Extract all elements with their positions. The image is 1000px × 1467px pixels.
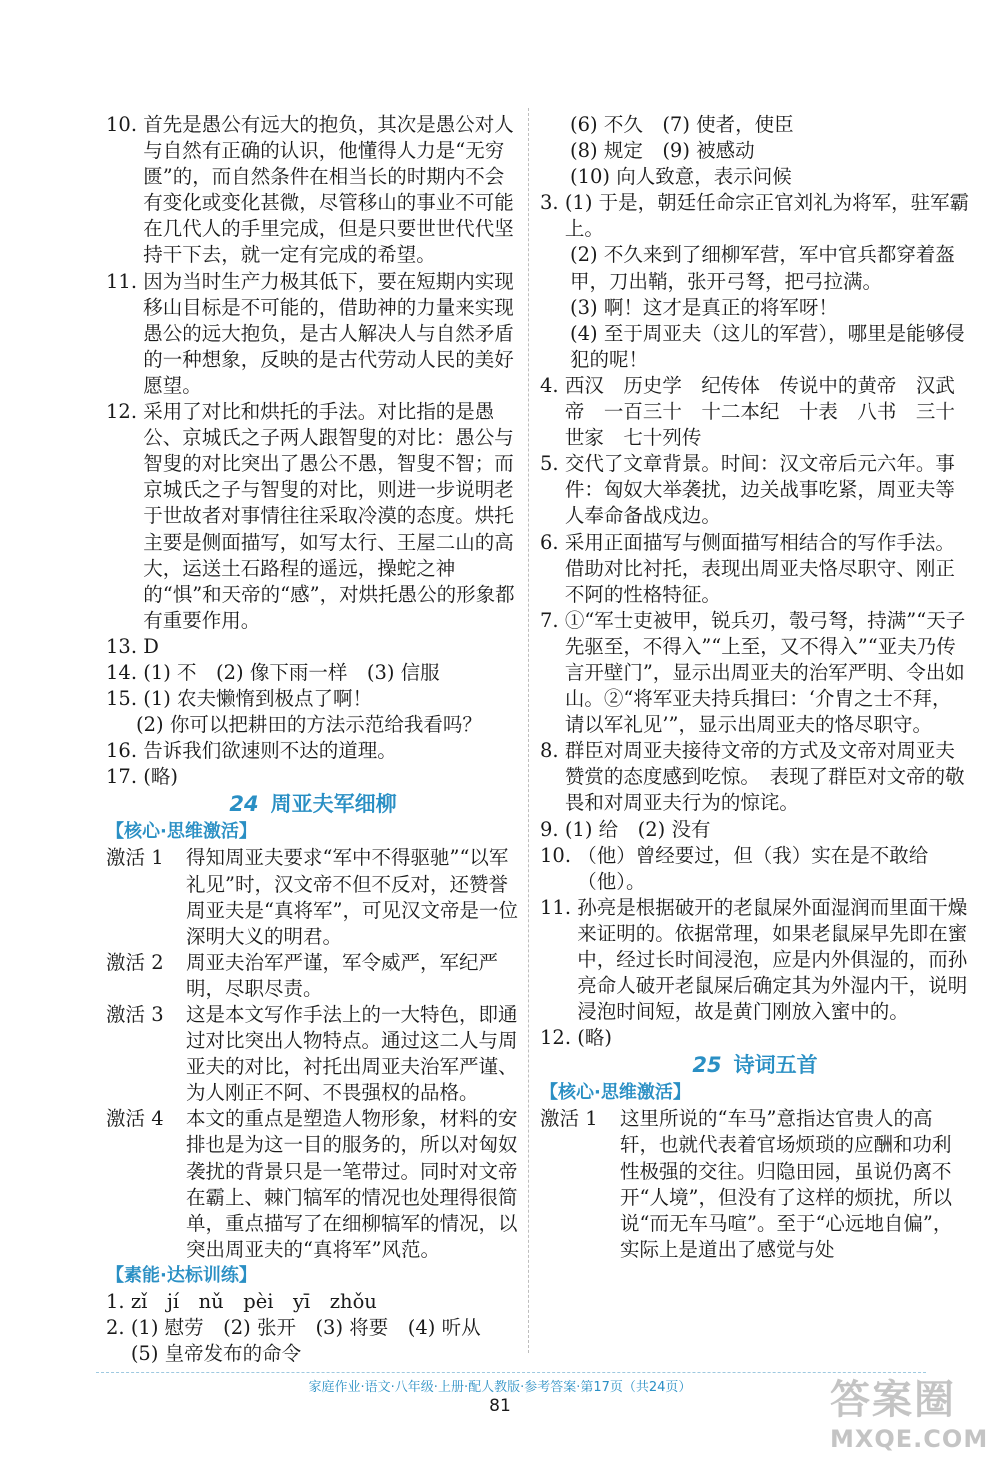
answer-r5: 5. 交代了文章背景。时间：汉文帝后元六年。事件：匈奴大举袭扰，边关战事吃紧，周亚夫等人奉命备战戍边。	[540, 452, 955, 528]
answer-r3: 3. (1) 于是，朝廷任命宗正官刘礼为将军，驻军霸上。	[540, 191, 970, 241]
answer-17: 17. (略)	[106, 765, 178, 789]
lesson-25-title: 25 诗词五首	[692, 1053, 818, 1078]
poem-activation-1: 激活 1 这里所说的“车马”意指达官贵人的高轩，也就代表着官场烦琐的应酬和功利性极强的交往。归隐田园，虽说仍离不开“人境”，但没有了这样的烦扰，所以说“而无车马喧”。至于“心远地自偏”，实际上是道出了感觉与处	[540, 1107, 953, 1261]
answer-r10: 10. （他）曾经要过，但（我）实在是不敢给（他）。	[540, 843, 929, 893]
practice-2: 2. (1) 慰劳 (2) 张开 (3) 将要 (4) 听从 (5) 皇帝发布的命令	[106, 1316, 501, 1366]
activation-3: 激活 3 这是本文写作手法上的一大特色，即通过对比突出人物特点。通过这二人与周亚夫的对比，衬托出周亚夫治军严谨、为人刚正不阿、不畏强权的品格。	[106, 1003, 518, 1105]
core-thinking-header: 【核心·思维激活】	[106, 821, 257, 843]
page-number: 81	[489, 1396, 511, 1416]
answer-11: 11. 因为当时生产力极其低下，要在短期内实现移山目标是不可能的，借助神的力量来实现愚公的远大抱负，是古人解决人与自然矛盾的一种想象，反映的是古代劳动人民的美好愿望。	[106, 269, 514, 397]
answer-r11: 11. 孙亮是根据破开的老鼠屎外面湿润而里面干燥来证明的。依据常理，如果老鼠屎早先即在蜜中，经过长时间浸泡，应是内外俱湿的，而孙亮命人破开老鼠屎后确定其为外湿内干，说明浸泡时间短，故是黄门刚放入蜜中的。	[540, 895, 968, 1024]
column-divider	[528, 108, 529, 1353]
footer-caption: 家庭作业·语文·八年级·上册·配人教版·参考答案·第17页（共24页）	[308, 1380, 692, 1395]
practice-1: 1. zǐ jí nǔ pèi yī zhǒu	[106, 1289, 377, 1313]
answer-r3-part-3: (3) 啊！这才是真正的将军呀！	[570, 295, 838, 319]
answer-16: 16. 告诉我们欲速则不达的道理。	[106, 739, 397, 763]
answer-15: 15. (1) 农夫懒惰到极点了啊！	[106, 687, 373, 711]
answer-13: 13. D	[106, 634, 159, 658]
footer-rule	[96, 1372, 926, 1373]
answer-2-cont-b: (8) 规定 (9) 被感动	[570, 139, 755, 163]
answer-r8: 8. 群臣对周亚夫接待文帝的方式及文帝对周亚夫赞赏的态度感到吃惊。 表现了群臣对文帝的敬畏和对周亚夫行为的惊诧。	[540, 739, 965, 815]
answer-10: 10. 首先是愚公有远大的抱负，其次是愚公对人与自然有正确的认识，他懂得人力是“无穷匮”的，而自然条件在相当长的时期内不会有变化或变化甚微，尽管移山的事业不可能在几代人的手里完成，但是只要世世代代坚持干下去，就一定有完成的希望。	[106, 113, 514, 267]
answer-2-cont-c: (10) 向人致意，表示问候	[570, 165, 792, 189]
skill-training-header: 【素能·达标训练】	[106, 1264, 257, 1286]
left-column	[106, 112, 520, 1367]
answer-r4: 4. 西汉 历史学 纪传体 传说中的黄帝 汉武帝 一百三十 十二本纪 十表 八书 三十世家 七十列传	[540, 373, 955, 450]
lesson-24-title: 24 周亚夫军细柳	[229, 792, 397, 817]
right-column	[540, 112, 970, 1263]
answer-r9: 9. (1) 给 (2) 没有	[540, 817, 711, 841]
answer-r12: 12. (略)	[540, 1026, 612, 1050]
answer-r7: 7. ①“军士吏被甲，锐兵刃，彀弓弩，持满”“天子先驱至，不得入”“上至，又不得入”“亚夫乃传言开壁门”，显示出周亚夫的治军严明、令出如山。②“将军亚夫持兵揖曰：‘介胄之士不拜，请以军礼见’”，显示出周亚夫的恪尽职守。	[540, 608, 966, 737]
answer-2-cont-a: (6) 不久 (7) 使者，使臣	[570, 113, 794, 136]
answer-r3-part-4: (4) 至于周亚夫（这儿的军营），哪里是能够侵犯的呢！	[570, 321, 965, 371]
answer-12: 12. 采用了对比和烘托的手法。对比指的是愚公、京城氏之子两人跟智叟的对比：愚公与智叟的对比突出了愚公不愚，智叟不智；而京城氏之子与智叟的对比，则进一步说明老于世故者对事情往往采取冷漠的态度。烘托主要是侧面描写，如写太行、王屋二山的高大，运送土石路程的遥远，操蛇之神的“惧”和天帝的“感”，对烘托愚公的形象都有重要作用。	[106, 400, 515, 632]
activation-2: 激活 2 周亚夫治军严谨，军令威严，军纪严明，尽职尽责。	[106, 950, 499, 1000]
watermark-logo: 答案圈 MXQE.COM	[830, 1377, 989, 1453]
answer-14: 14. (1) 不 (2) 像下雨一样 (3) 信服	[106, 660, 440, 684]
answer-r6: 6. 采用正面描写与侧面描写相结合的写作手法。 借助对比衬托，表现出周亚夫恪尽职守、刚正不阿的性格特征。	[540, 530, 965, 606]
activation-1: 激活 1 得知周亚夫要求“军中不得驱驰”“以军礼见”时，汉文帝不但不反对，还赞誉周亚夫是“真将军”，可见汉文帝是一位深明大义的明君。	[106, 846, 518, 948]
answer-r3-part-2: (2) 不久来到了细柳军营，军中官兵都穿着盔甲，刀出鞘，张开弓弩，把弓拉满。	[570, 243, 955, 293]
activation-4: 激活 4 本文的重点是塑造人物形象，材料的安排也是为这一目的服务的，所以对匈奴袭扰的背景只是一笔带过。同时对文帝在霸上、棘门犒军的情况也处理得很简单，重点描写了在细柳犒军的情况，以突出周亚夫的“真将军”风范。	[106, 1107, 518, 1261]
core-thinking-header-2: 【核心·思维激活】	[540, 1082, 691, 1104]
answer-15-part-2: (2) 你可以把耕田的方法示范给我看吗？	[136, 713, 482, 737]
